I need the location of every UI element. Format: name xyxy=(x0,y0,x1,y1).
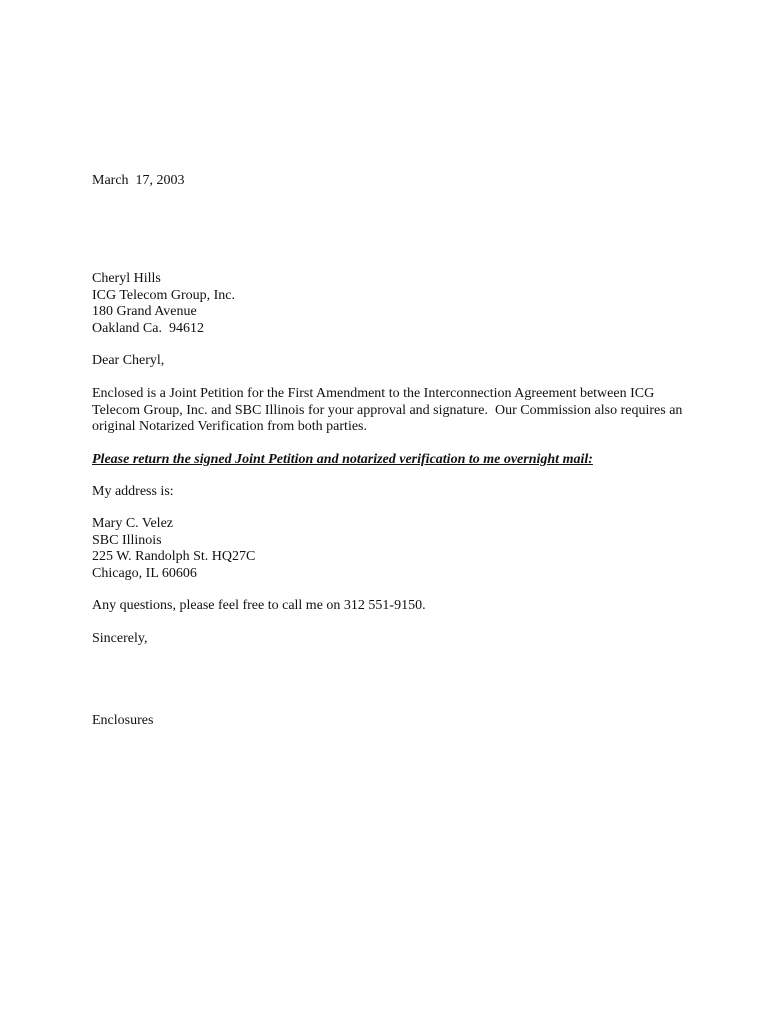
salutation xyxy=(92,353,692,370)
body-paragraph xyxy=(92,386,712,436)
sender-name: Mary C. Velez xyxy=(92,516,173,531)
body-line-2: Telecom Group, Inc. and SBC Illinois for your approval and signature. Our Commission also requires an xyxy=(92,402,683,418)
instruction xyxy=(92,452,692,469)
recipient-city: Oakland Ca. 94612 xyxy=(92,320,204,336)
questions xyxy=(92,598,692,615)
sender-company: SBC Illinois xyxy=(92,532,162,548)
sender-address xyxy=(92,516,692,582)
enclosures-text: Enclosures xyxy=(92,713,154,728)
salutation-text: Dear Cheryl, xyxy=(92,353,165,368)
sender-street: 225 W. Randolph St. HQ27C xyxy=(92,549,256,564)
letter-date xyxy=(92,173,692,190)
instruction-text: Please return the signed Joint Petition and notarized verification to me overnight mail: xyxy=(92,452,593,467)
questions-text: Any questions, please feel free to call me on 312 551-9150. xyxy=(92,598,426,613)
enclosures xyxy=(92,713,692,730)
date-text: March 17, 2003 xyxy=(92,173,185,188)
closing xyxy=(92,631,692,648)
recipient-company: ICG Telecom Group, Inc. xyxy=(92,287,236,303)
sender-city: Chicago, IL 60606 xyxy=(92,565,197,581)
address-intro xyxy=(92,484,692,501)
closing-text: Sincerely, xyxy=(92,631,148,646)
recipient-street: 180 Grand Avenue xyxy=(92,304,197,319)
address-intro-text: My address is: xyxy=(92,484,174,499)
recipient-name: Cheryl Hills xyxy=(92,271,161,286)
recipient-address xyxy=(92,271,692,337)
body-line-1: Enclosed is a Joint Petition for the First Amendment to the Interconnection Agreement between ICG xyxy=(92,386,655,401)
body-line-3: original Notarized Verification from both parties. xyxy=(92,419,367,434)
